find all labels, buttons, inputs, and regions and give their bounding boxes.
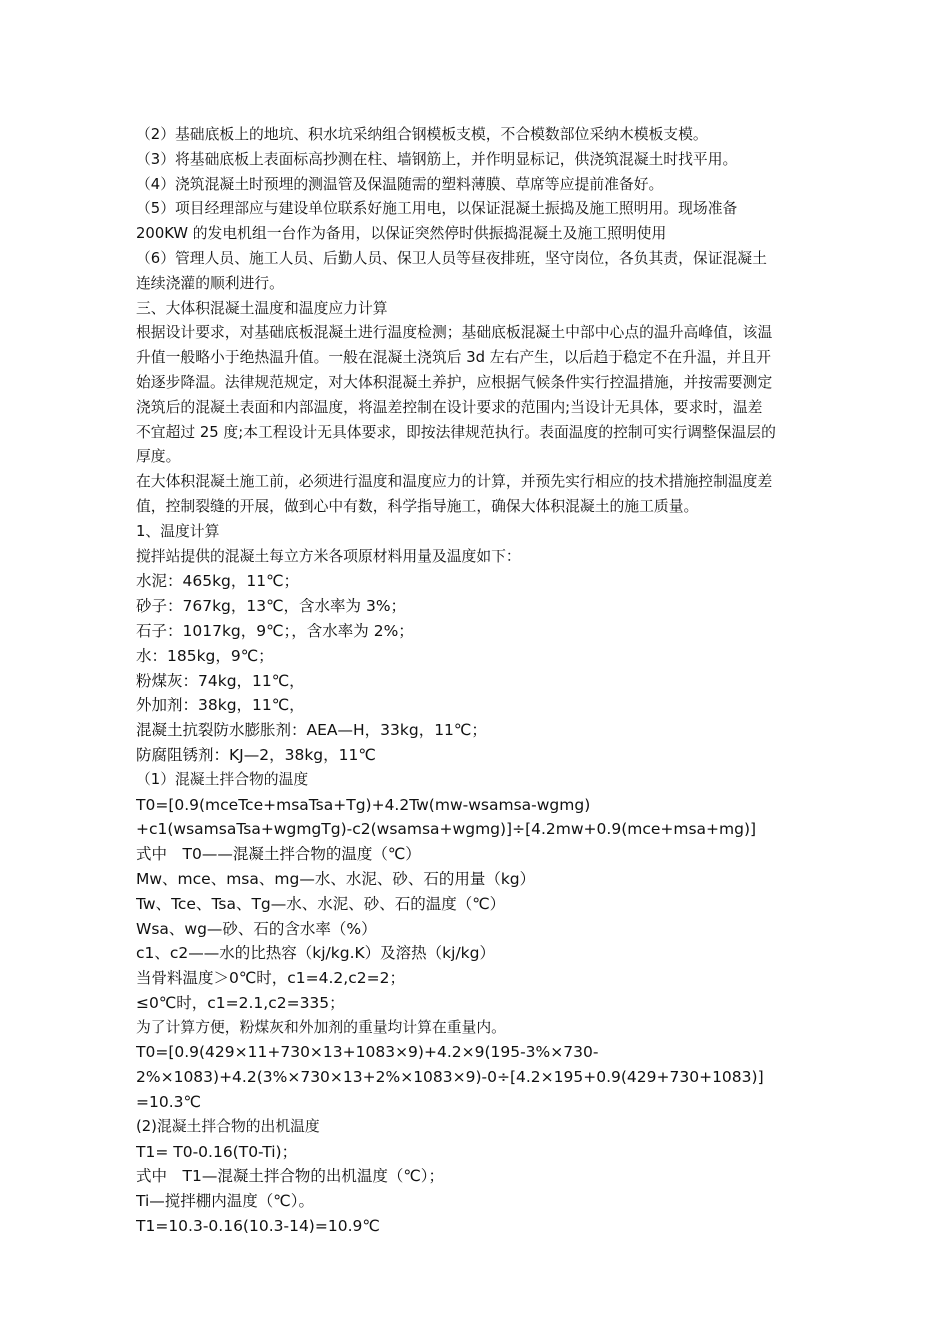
text-line: 不宜超过 25 度;本工程设计无具体要求，即按法律规范执行。表面温度的控制可实行调整保温层的	[136, 423, 776, 441]
text-line: 浇筑后的混凝土表面和内部温度，将温差控制在设计要求的范围内;当设计无具体，要求时，温差	[136, 398, 763, 416]
material-line: 防腐阻锈剂：KJ—2，38kg，11℃	[136, 745, 376, 764]
text-line: 根据设计要求，对基础底板混凝土进行温度检测；基础底板混凝土中部中心点的温升高峰值，该温	[136, 324, 773, 342]
text-line: 为了计算方便，粉煤灰和外加剂的重量均计算在重量内。	[136, 1018, 506, 1036]
section-heading: 三、大体积混凝土温度和温度应力计算	[136, 299, 388, 317]
formula-line: T0=[0.9(mceTce+msaTsa+Tg)+4.2Tw(mw-wsamsa-wgmg)	[136, 795, 591, 814]
subsection-heading: （1）混凝土拌合物的温度	[136, 770, 309, 788]
formula-definition: 式中 T1—混凝土拌合物的出机温度（℃）；	[136, 1167, 444, 1186]
formula-definition: 当骨料温度＞0℃时，c1=4.2,c2=2；	[136, 969, 405, 988]
formula-definition: Mw、mce、msa、mg—水、水泥、砂、石的用量（kg）	[136, 869, 536, 888]
formula-definition: Ti—搅拌棚内温度（℃）。	[136, 1192, 314, 1211]
text-line: 在大体积混凝土施工前，必须进行温度和温度应力的计算，并预先实行相应的技术措施控制温度差	[136, 473, 773, 491]
text-line: （4）浇筑混凝土时预埋的测温管及保温随需的塑料薄膜、草席等应提前准备好。	[136, 175, 664, 193]
material-line: 石子：1017kg，9℃；，含水率为 2%；	[136, 621, 414, 640]
formula-definition: c1、c2——水的比热容（kj/kg.K）及溶热（kj/kg）	[136, 944, 495, 963]
material-line: 砂子：767kg，13℃，含水率为 3%；	[136, 597, 407, 616]
formula-definition: 式中 T0——混凝土拌合物的温度（℃）	[136, 845, 421, 864]
text-line: （6）管理人员、施工人员、后勤人员、保卫人员等昼夜排班，坚守岗位，各负其责，保证混凝土	[136, 249, 767, 267]
document-body	[136, 123, 864, 1239]
subsection-heading: 1、温度计算	[136, 522, 220, 540]
subsection-heading: (2)混凝土拌合物的出机温度	[136, 1117, 320, 1135]
formula-definition: ≤0℃时，c1=2.1,c2=335；	[136, 993, 345, 1012]
formula-line: T0=[0.9(429×11+730×13+1083×9)+4.2×9(195-3%×730-	[136, 1043, 599, 1062]
material-line: 混凝土抗裂防水膨胀剂：AEA—H，33kg，11℃；	[136, 721, 487, 740]
text-line: 始逐步降温。法律规范规定，对大体积混凝土养护，应根据气候条件实行控温措施，并按需要测定	[136, 373, 773, 391]
text-line: 连续浇灌的顺利进行。	[136, 274, 284, 292]
formula-line: T1= T0-0.16(T0-Ti)；	[136, 1142, 298, 1161]
text-line: 升值一般略小于绝热温升值。一般在混凝土浇筑后 3d 左右产生，以后趋于稳定不在升温，并且开	[136, 349, 771, 367]
text-line: （5）项目经理部应与建设单位联系好施工用电，以保证混凝土振捣及施工照明用。现场准备	[136, 200, 738, 218]
formula-definition: Wsa、wg—砂、石的含水率（%）	[136, 919, 377, 938]
material-line: 水：185kg，9℃；	[136, 646, 274, 665]
text-line: 值，控制裂缝的开展，做到心中有数，科学指导施工，确保大体积混凝土的施工质量。	[136, 497, 699, 515]
formula-line: 2%×1083)+4.2(3%×730×13+2%×1083×9)-0÷[4.2×195+0.9(429+730+1083)]	[136, 1068, 764, 1087]
material-line: 粉煤灰：74kg，11℃，	[136, 671, 305, 690]
text-line: （3）将基础底板上表面标高抄测在柱、墙钢筋上，并作明显标记，供浇筑混凝土时找平用。	[136, 150, 738, 168]
formula-result: =10.3℃	[136, 1093, 201, 1112]
material-line: 水泥：465kg，11℃；	[136, 572, 300, 591]
text-line: 200KW 的发电机组一台作为备用，以保证突然停时供振捣混凝土及施工照明使用	[136, 225, 667, 243]
formula-definition: Tw、Tce、Tsa、Tg—水、水泥、砂、石的温度（℃）	[136, 894, 506, 913]
text-line: 搅拌站提供的混凝土每立方米各项原材料用量及温度如下：	[136, 547, 521, 565]
formula-result: T1=10.3-0.16(10.3-14)=10.9℃	[136, 1217, 380, 1236]
text-line: 厚度。	[136, 448, 181, 466]
material-line: 外加剂：38kg，11℃，	[136, 696, 305, 715]
formula-line: +c1(wsamsaTsa+wgmgTg)-c2(wsamsa+wgmg)]÷[4.2mw+0.9(mce+msa+mg)]	[136, 820, 757, 839]
text-line: （2）基础底板上的地坑、积水坑采纳组合钢模板支模，不合模数部位采纳木模板支模。	[136, 126, 708, 143]
